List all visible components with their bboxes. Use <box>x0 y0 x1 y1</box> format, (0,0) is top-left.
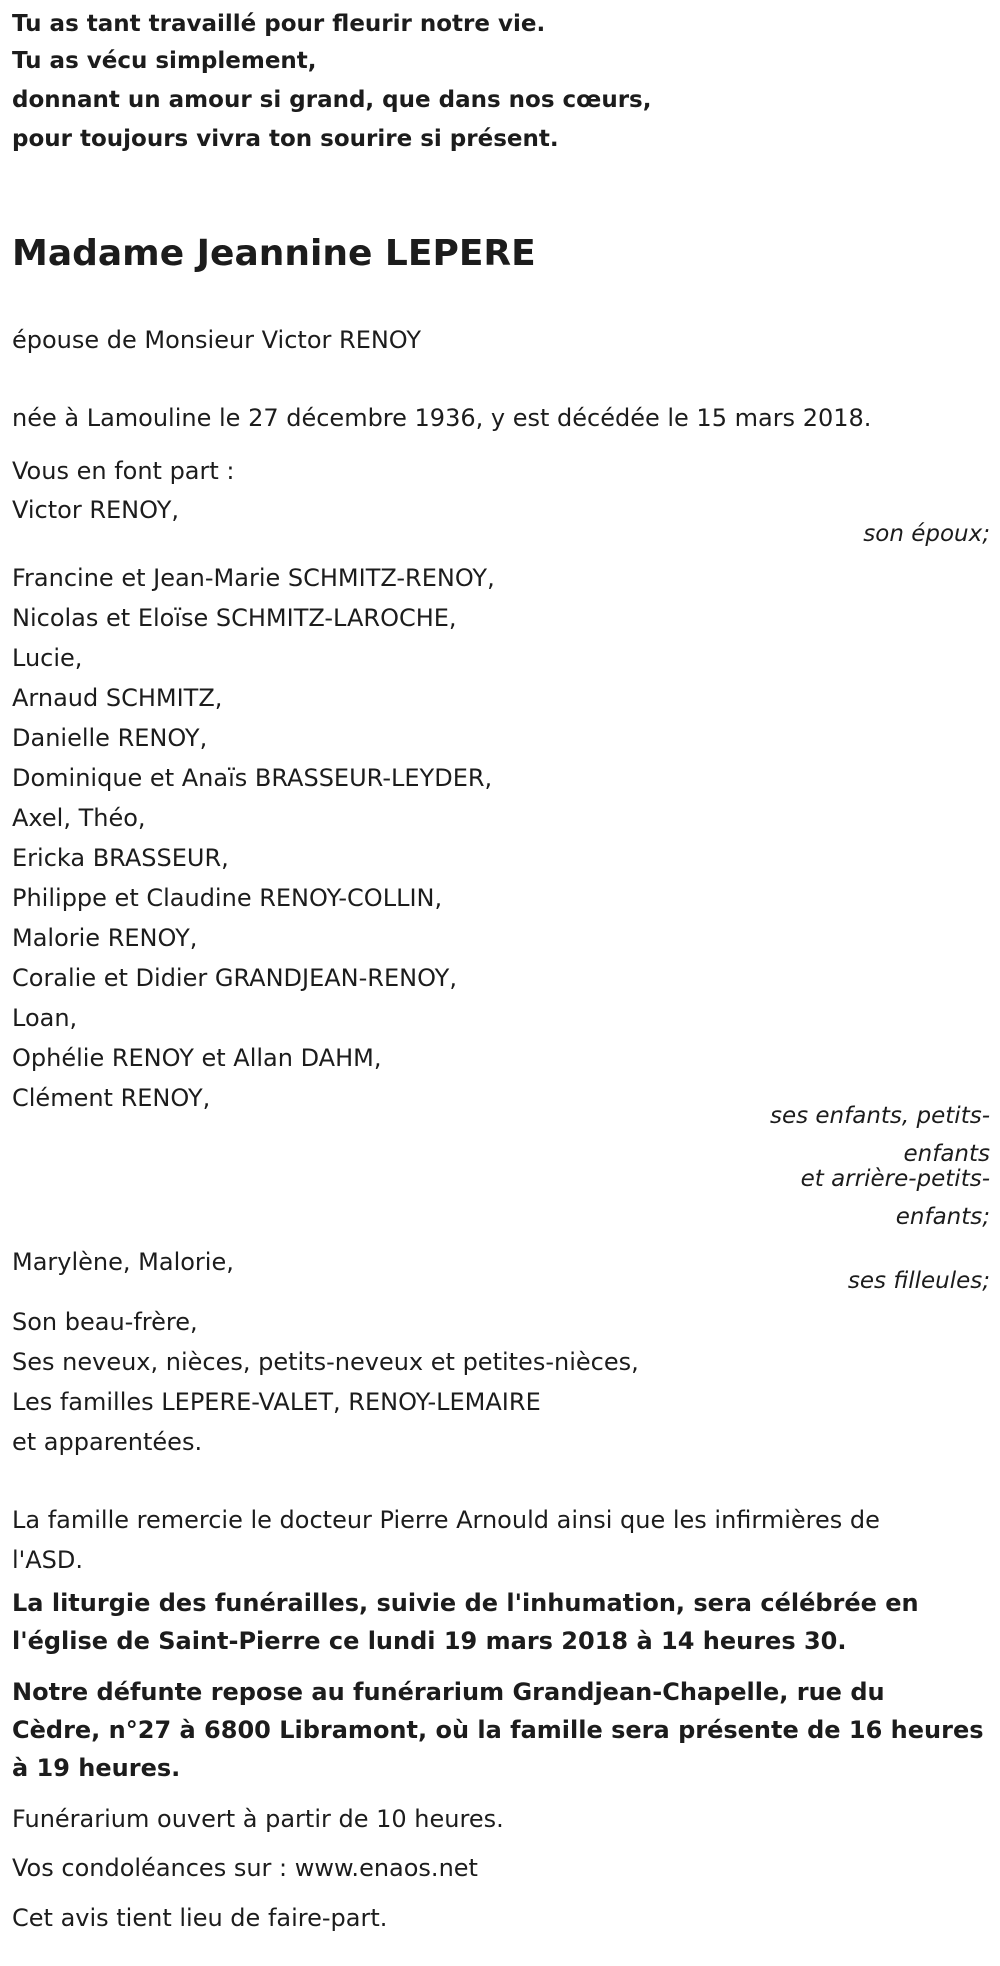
thanks-line: l'ASD. <box>12 1546 84 1574</box>
list-item: Ericka BRASSEUR, <box>12 844 229 872</box>
list-item: Nicolas et Eloïse SCHMITZ-LAROCHE, <box>12 604 457 632</box>
poem-line: Tu as tant travaillé pour fleurir notre vie. <box>12 11 546 37</box>
poem <box>12 0 988 152</box>
deceased-name: Madame Jeannine LEPERE <box>12 233 536 274</box>
poem-line: pour toujours vivra ton sourire si présent. <box>12 126 559 152</box>
liturgy-line: l'église de Saint-Pierre ce lundi 19 mars 2018 à 14 heures 30. <box>12 1627 847 1655</box>
role-children-line: enfants; <box>895 1204 990 1230</box>
list-item: Clément RENOY, <box>12 1084 211 1112</box>
list-item: Ses neveux, nièces, petits-neveux et petites-nièces, <box>12 1348 639 1376</box>
role-children-line: ses enfants, petits- <box>769 1103 990 1129</box>
godchildren: Marylène, Malorie, <box>12 1248 234 1276</box>
list-item: Lucie, <box>12 644 83 672</box>
obituary-notice <box>12 0 990 1932</box>
repose-line: Cèdre, n°27 à 6800 Libramont, où la famille sera présente de 16 heures <box>12 1716 984 1744</box>
list-item: Danielle RENOY, <box>12 724 208 752</box>
liturgy-line: La liturgie des funérailles, suivie de l'inhumation, sera célébrée en <box>12 1589 919 1617</box>
list-item: Axel, Théo, <box>12 804 146 832</box>
list-item: Arnaud SCHMITZ, <box>12 684 223 712</box>
list-item: Ophélie RENOY et Allan DAHM, <box>12 1044 382 1072</box>
role-spouse: son époux; <box>863 521 990 547</box>
list-item: Francine et Jean-Marie SCHMITZ-RENOY, <box>12 564 495 592</box>
husband-name: Victor RENOY, <box>12 496 180 524</box>
list-item: Coralie et Didier GRANDJEAN-RENOY, <box>12 964 457 992</box>
list-item: Dominique et Anaïs BRASSEUR-LEYDER, <box>12 764 493 792</box>
list-item: Philippe et Claudine RENOY-COLLIN, <box>12 884 443 912</box>
list-item: Son beau-frère, <box>12 1308 198 1336</box>
list-item: Les familles LEPERE-VALET, RENOY-LEMAIRE <box>12 1388 541 1416</box>
notice-line: Cet avis tient lieu de faire-part. <box>12 1904 388 1932</box>
repose-line: Notre défunte repose au funérarium Grandjean-Chapelle, rue du <box>12 1678 885 1706</box>
poem-line: donnant un amour si grand, que dans nos cœurs, <box>12 87 652 113</box>
repose-line: à 19 heures. <box>12 1754 181 1782</box>
poem-line: Tu as vécu simplement, <box>12 48 317 74</box>
birth-death-line: née à Lamouline le 27 décembre 1936, y est décédée le 15 mars 2018. <box>12 404 872 432</box>
role-godchildren: ses filleules; <box>847 1268 990 1294</box>
list-item: et apparentées. <box>12 1428 203 1456</box>
list-item: Malorie RENOY, <box>12 924 198 952</box>
condolences-line: Vos condoléances sur : www.enaos.net <box>12 1854 478 1882</box>
announcement: Vous en font part : <box>12 457 235 485</box>
role-children-line: et arrière-petits- <box>800 1166 990 1192</box>
spouse-line: épouse de Monsieur Victor RENOY <box>12 326 422 354</box>
open-hours: Funérarium ouvert à partir de 10 heures. <box>12 1805 504 1833</box>
role-children-line: enfants <box>903 1141 990 1167</box>
list-item: Loan, <box>12 1004 78 1032</box>
thanks-line: La famille remercie le docteur Pierre Arnould ainsi que les infirmières de <box>12 1506 880 1534</box>
